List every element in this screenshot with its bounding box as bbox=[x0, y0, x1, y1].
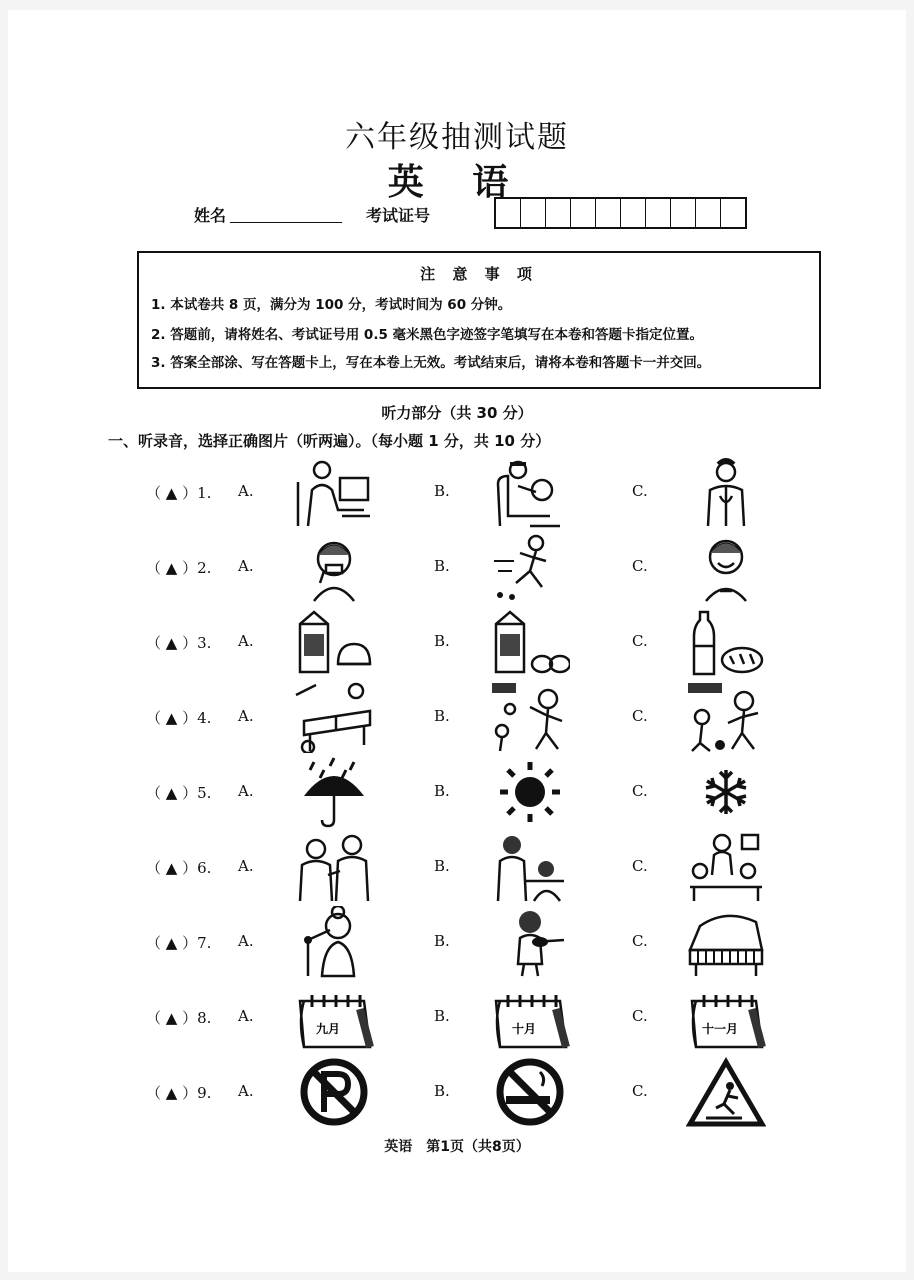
notice-box bbox=[137, 251, 821, 389]
option-label[interactable]: A. bbox=[238, 857, 254, 875]
umbrella-rain-icon[interactable] bbox=[294, 756, 374, 828]
option-label[interactable]: C. bbox=[632, 1007, 648, 1025]
wet-floor-warning-icon[interactable] bbox=[686, 1056, 766, 1128]
question-number: （ ▲ ）5. bbox=[146, 784, 212, 802]
exam-id-label: 考试证号 bbox=[366, 206, 431, 225]
calendar-month-label: 十一月 bbox=[701, 1022, 739, 1036]
doctor-icon[interactable] bbox=[686, 456, 766, 528]
option-label[interactable]: B. bbox=[434, 1082, 450, 1100]
id-box[interactable] bbox=[521, 199, 546, 227]
subject-title: 英 语 bbox=[387, 161, 527, 203]
notice-line-2: 2. 答题前，请将姓名、考试证号用 0.5 毫米黑色字迹签字笔填写在本卷和答题卡指定位置。 bbox=[151, 327, 704, 343]
girl-violin-icon-graphic bbox=[490, 906, 570, 978]
question-number: （ ▲ ）7. bbox=[146, 934, 212, 952]
sun-icon[interactable] bbox=[490, 756, 570, 828]
option-label[interactable]: B. bbox=[434, 782, 450, 800]
id-box[interactable] bbox=[571, 199, 596, 227]
basketball-icon-graphic bbox=[490, 681, 570, 753]
question-row bbox=[0, 1056, 914, 1128]
name-field[interactable] bbox=[230, 222, 342, 223]
no-smoking-icon[interactable] bbox=[490, 1056, 570, 1128]
girl-singing-icon[interactable] bbox=[294, 906, 374, 978]
option-label[interactable]: B. bbox=[434, 857, 450, 875]
page-footer: 英语 第1页（共8页） bbox=[384, 1139, 530, 1155]
option-label[interactable]: A. bbox=[238, 782, 254, 800]
option-label[interactable]: A. bbox=[238, 632, 254, 650]
basketball-icon[interactable] bbox=[490, 681, 570, 753]
question-row bbox=[0, 906, 914, 978]
happy-woman-icon-graphic bbox=[686, 531, 766, 603]
option-label[interactable]: C. bbox=[632, 1082, 648, 1100]
question-number: （ ▲ ）8. bbox=[146, 1009, 212, 1027]
id-box[interactable] bbox=[646, 199, 671, 227]
option-label[interactable]: B. bbox=[434, 1007, 450, 1025]
computer-worker-icon-graphic bbox=[294, 456, 374, 528]
doctor-icon-graphic bbox=[686, 456, 766, 528]
wet-floor-warning-icon-graphic bbox=[686, 1056, 766, 1128]
girl-violin-icon[interactable] bbox=[490, 906, 570, 978]
question-number: （ ▲ ）6. bbox=[146, 859, 212, 877]
piano-icon-graphic bbox=[686, 906, 766, 978]
running-woman-icon-graphic bbox=[490, 531, 570, 603]
milk-eggs-icon[interactable] bbox=[490, 606, 570, 678]
sick-woman-icon[interactable] bbox=[294, 531, 374, 603]
option-label[interactable]: A. bbox=[238, 1082, 254, 1100]
question-row bbox=[0, 681, 914, 753]
calendar-icon-graphic bbox=[686, 981, 766, 1053]
table-tennis-icon[interactable] bbox=[294, 681, 374, 753]
table-tennis-icon-graphic bbox=[294, 681, 374, 753]
running-woman-icon[interactable] bbox=[490, 531, 570, 603]
water-bread-icon-graphic bbox=[686, 606, 766, 678]
sun-icon-graphic bbox=[490, 756, 570, 828]
option-label[interactable]: A. bbox=[238, 1007, 254, 1025]
question-row bbox=[0, 531, 914, 603]
notice-title: 注 意 事 项 bbox=[420, 265, 538, 283]
option-label[interactable]: C. bbox=[632, 632, 648, 650]
id-box[interactable] bbox=[546, 199, 571, 227]
piano-icon[interactable] bbox=[686, 906, 766, 978]
part-one-instructions: 一、听录音，选择正确图片（听两遍）。（每小题 1 分，共 10 分） bbox=[108, 432, 551, 450]
snowflake-icon-graphic bbox=[686, 756, 766, 828]
question-row bbox=[0, 831, 914, 903]
id-box[interactable] bbox=[621, 199, 646, 227]
question-row bbox=[0, 981, 914, 1053]
family-dinner-icon[interactable] bbox=[686, 831, 766, 903]
option-label[interactable]: B. bbox=[434, 932, 450, 950]
people-talking-icon[interactable] bbox=[294, 831, 374, 903]
no-parking-icon-graphic bbox=[294, 1056, 374, 1128]
question-number: （ ▲ ）9. bbox=[146, 1084, 212, 1102]
computer-worker-icon[interactable] bbox=[294, 456, 374, 528]
question-number: （ ▲ ）3. bbox=[146, 634, 212, 652]
option-label[interactable]: C. bbox=[632, 932, 648, 950]
notice-line-1: 1. 本试卷共 8 页，满分为 100 分，考试时间为 60 分钟。 bbox=[151, 297, 512, 313]
question-row bbox=[0, 606, 914, 678]
id-box[interactable] bbox=[721, 199, 745, 227]
question-number: （ ▲ ）2. bbox=[146, 559, 212, 577]
teacher-student-icon[interactable] bbox=[490, 831, 570, 903]
question-row bbox=[0, 756, 914, 828]
teacher-student-icon-graphic bbox=[490, 831, 570, 903]
girl-singing-icon-graphic bbox=[294, 906, 374, 978]
option-label[interactable]: C. bbox=[632, 782, 648, 800]
umbrella-rain-icon-graphic bbox=[294, 756, 374, 828]
option-label[interactable]: B. bbox=[434, 632, 450, 650]
question-number: （ ▲ ）4. bbox=[146, 709, 212, 727]
calendar-icon[interactable] bbox=[686, 981, 766, 1053]
question-number: （ ▲ ）1. bbox=[146, 484, 212, 502]
exam-title: 六年级抽测试题 bbox=[345, 120, 569, 155]
driver-icon[interactable] bbox=[490, 456, 570, 528]
calendar-icon[interactable] bbox=[294, 981, 374, 1053]
option-label[interactable]: A. bbox=[238, 482, 254, 500]
people-talking-icon-graphic bbox=[294, 831, 374, 903]
option-label[interactable]: A. bbox=[238, 557, 254, 575]
milk-bread-icon-graphic bbox=[294, 606, 374, 678]
id-box[interactable] bbox=[671, 199, 696, 227]
calendar-month-label: 九月 bbox=[315, 1022, 341, 1036]
no-smoking-icon-graphic bbox=[490, 1056, 570, 1128]
football-icon[interactable] bbox=[686, 681, 766, 753]
calendar-icon-graphic bbox=[490, 981, 570, 1053]
option-label[interactable]: A. bbox=[238, 707, 254, 725]
option-label[interactable]: C. bbox=[632, 557, 648, 575]
happy-woman-icon[interactable] bbox=[686, 531, 766, 603]
notice-line-3: 3. 答案全部涂、写在答题卡上，写在本卷上无效。考试结束后，请将本卷和答题卡一并交回。 bbox=[151, 355, 711, 371]
no-parking-icon[interactable] bbox=[294, 1056, 374, 1128]
family-dinner-icon-graphic bbox=[686, 831, 766, 903]
calendar-month-label: 十月 bbox=[511, 1022, 537, 1036]
id-box[interactable] bbox=[696, 199, 721, 227]
snowflake-icon[interactable] bbox=[686, 756, 766, 828]
calendar-icon[interactable] bbox=[490, 981, 570, 1053]
calendar-icon-graphic bbox=[294, 981, 374, 1053]
milk-bread-icon[interactable] bbox=[294, 606, 374, 678]
water-bread-icon[interactable] bbox=[686, 606, 766, 678]
milk-eggs-icon-graphic bbox=[490, 606, 570, 678]
option-label[interactable]: B. bbox=[434, 557, 450, 575]
sick-woman-icon-graphic bbox=[294, 531, 374, 603]
exam-id-boxes[interactable] bbox=[494, 197, 747, 229]
driver-icon-graphic bbox=[490, 456, 570, 528]
option-label[interactable]: B. bbox=[434, 707, 450, 725]
name-label: 姓名 bbox=[194, 206, 227, 225]
id-box[interactable] bbox=[496, 199, 521, 227]
option-label[interactable]: C. bbox=[632, 482, 648, 500]
option-label[interactable]: C. bbox=[632, 857, 648, 875]
id-box[interactable] bbox=[596, 199, 621, 227]
question-row bbox=[0, 456, 914, 528]
option-label[interactable]: C. bbox=[632, 707, 648, 725]
option-label[interactable]: A. bbox=[238, 932, 254, 950]
listening-section-title: 听力部分（共 30 分） bbox=[381, 404, 533, 422]
option-label[interactable]: B. bbox=[434, 482, 450, 500]
football-icon-graphic bbox=[686, 681, 766, 753]
